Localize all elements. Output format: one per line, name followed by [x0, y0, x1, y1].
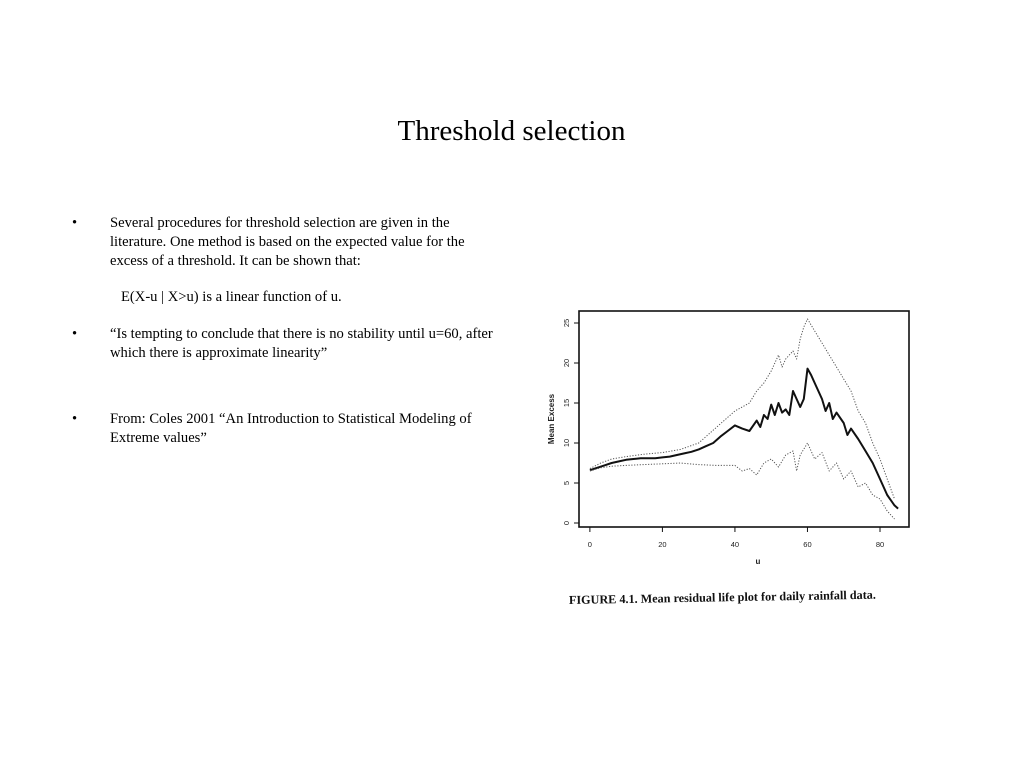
formula-text: E(X-u | X>u) is a linear function of u.: [121, 289, 342, 305]
x-tick-label: 40: [730, 540, 740, 549]
bullet-text: From: Coles 2001 “An Introduction to Statistical Modeling of Extreme values”: [110, 411, 472, 446]
y-tick-label: 25: [562, 318, 571, 328]
bullet-text: Several procedures for threshold selection are given in the literature. One method is based on the expected value for the excess of a threshold. It can be shown that:: [110, 215, 465, 269]
y-tick-label: 20: [562, 358, 571, 368]
bullet-item: [72, 325, 502, 363]
y-tick-label: 5: [562, 480, 571, 486]
lower-confidence-bound-line: [590, 443, 895, 519]
x-tick-label: 20: [658, 540, 667, 549]
x-tick-label: 0: [587, 540, 592, 549]
y-tick-label: 0: [562, 520, 571, 526]
mean-residual-life-chart: [540, 292, 950, 632]
bullet-item: [72, 410, 502, 448]
y-tick-label: 10: [562, 438, 571, 448]
y-axis: [562, 319, 579, 525]
plot-frame: [579, 311, 909, 527]
bullet-marker: •: [72, 411, 78, 427]
x-tick-label: 80: [875, 540, 885, 549]
series-layer: [590, 319, 898, 519]
bullet-marker: •: [72, 215, 78, 231]
bullet-item: [72, 214, 502, 271]
upper-confidence-bound-line: [590, 319, 895, 499]
slide-title: Threshold selection: [397, 115, 626, 147]
figure-mean-residual-life: [540, 292, 950, 632]
x-axis-label: u: [755, 557, 761, 566]
figure-caption: FIGURE 4.1. Mean residual life plot for daily rainfall data.: [568, 587, 876, 607]
y-axis-label: Mean Excess: [547, 393, 556, 445]
y-tick-label: 15: [562, 398, 571, 408]
x-axis: [588, 527, 884, 549]
x-tick-label: 60: [803, 540, 812, 549]
bullet-marker: •: [72, 326, 78, 342]
bullet-text: “Is tempting to conclude that there is no stability until u=60, after which there is approximate linearity”: [110, 326, 493, 361]
mean-excess-line: [590, 369, 898, 509]
bullet-list: [72, 214, 502, 448]
